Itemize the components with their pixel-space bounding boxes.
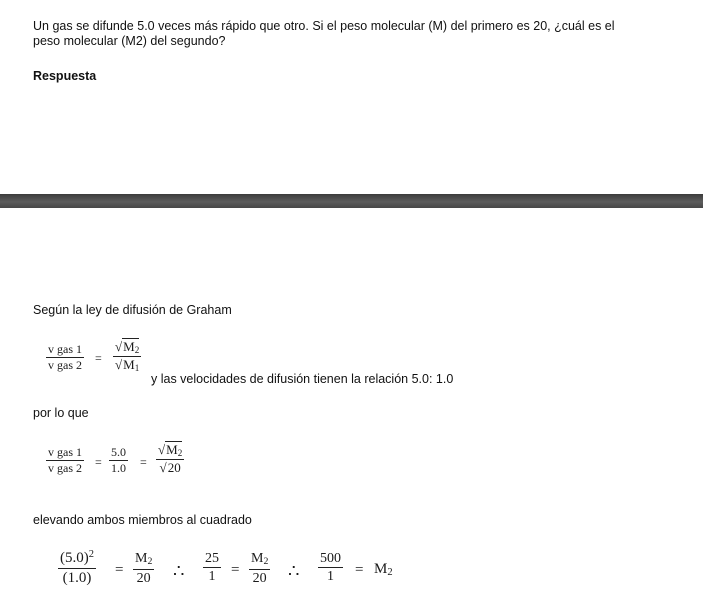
therefore-text: por lo que xyxy=(33,406,89,420)
equals-sign: = xyxy=(95,351,102,365)
therefore-symbol: ∴ xyxy=(173,561,185,581)
section-divider xyxy=(0,194,703,208)
result-variable: $M_2$ xyxy=(374,561,393,578)
graham-law-intro: Según la ley de difusión de Graham xyxy=(33,303,232,317)
question-text: Un gas se difunde 5.0 veces más rápido que otro. Si el peso molecular (M) del primero es 20, ¿cuál es el peso molecular (M2) del segundo? xyxy=(33,19,615,48)
therefore-symbol: ∴ xyxy=(288,561,300,581)
velocity-ratio-fraction: v gas 1 v gas 2 xyxy=(48,342,82,373)
answer-heading: Respuesta xyxy=(33,69,97,83)
velocity-relation-text: y las velocidades de difusión tienen la relación 5.0: 1.0 xyxy=(151,372,454,386)
molar-mass-root-fraction: $\frac{√M_2}{√M_1}$ xyxy=(115,339,140,373)
squaring-text: elevando ambos miembros al cuadrado xyxy=(33,513,252,527)
